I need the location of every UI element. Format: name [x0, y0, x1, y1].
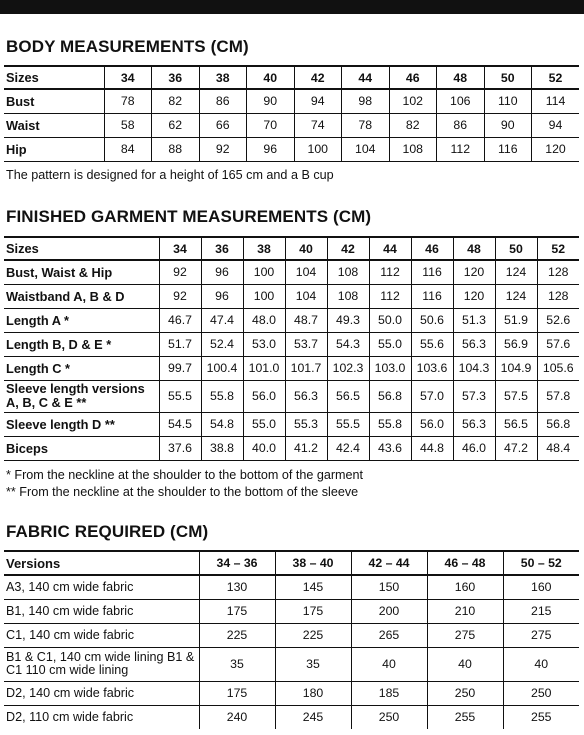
table-cell: 55.0: [369, 332, 411, 356]
header-cell: 44: [342, 66, 390, 89]
header-cell: 46: [389, 66, 437, 89]
table-cell: 49.3: [327, 308, 369, 332]
table-cell: 96: [201, 284, 243, 308]
table-cell: 52.4: [201, 332, 243, 356]
row-label: Length C *: [4, 356, 159, 380]
table-row: [4, 332, 579, 356]
table-cell: 41.2: [285, 436, 327, 460]
table-cell: 160: [530, 580, 552, 595]
table-cell: 46.7: [159, 308, 201, 332]
table-cell: 86: [199, 89, 247, 113]
top-bar: [0, 0, 584, 14]
table-cell: 124: [495, 260, 537, 284]
table-cell: 255: [530, 710, 552, 725]
table-cell: 92: [199, 137, 247, 161]
table-header-row: [4, 66, 579, 89]
table-cell: 48.0: [243, 308, 285, 332]
header-cell: 48: [437, 66, 485, 89]
table-cell: 54.3: [327, 332, 369, 356]
table-cell: 56.8: [546, 417, 571, 431]
table-cell: 98: [342, 89, 390, 113]
table-cell: 120: [545, 142, 566, 156]
table-cell: 175: [199, 681, 275, 705]
table-cell: 40: [427, 647, 503, 681]
table-cell: 104: [342, 137, 390, 161]
pattern-height-note: The pattern is designed for a height of 165 cm and a B cup: [6, 168, 334, 182]
header-cell: 38 – 40: [275, 551, 351, 575]
header-cell: 36: [201, 237, 243, 260]
header-cell: Versions: [4, 551, 199, 575]
table-cell: 46.0: [453, 436, 495, 460]
header-cell: 40: [247, 66, 295, 89]
header-cell: 50 – 52: [520, 556, 562, 570]
table-cell: 128: [547, 289, 569, 303]
table-cell: 116: [484, 137, 532, 161]
table-row: [4, 308, 579, 332]
row-label: Waistband A, B & D: [4, 284, 159, 308]
header-cell: 50: [495, 237, 537, 260]
table-cell: 185: [351, 681, 427, 705]
table-cell: 100: [294, 137, 342, 161]
table-cell: 175: [275, 599, 351, 623]
table-cell: 92: [159, 260, 201, 284]
table-cell: 103.0: [369, 356, 411, 380]
table-cell: 102.3: [327, 356, 369, 380]
table-cell: 88: [152, 137, 200, 161]
table-cell: 50.0: [369, 308, 411, 332]
table-cell: 124: [495, 284, 537, 308]
table-cell: 48.7: [285, 308, 327, 332]
table-cell: 120: [453, 284, 495, 308]
table-cell: 104.9: [495, 356, 537, 380]
table-cell: 101.0: [243, 356, 285, 380]
table-cell: 55.3: [285, 412, 327, 436]
table-cell: 250: [530, 686, 552, 700]
table-cell: 53.7: [285, 332, 327, 356]
table-cell: 70: [247, 113, 295, 137]
header-cell: 40: [285, 237, 327, 260]
table-cell: 225: [199, 623, 275, 647]
row-label: Length B, D & E *: [4, 332, 159, 356]
table-row: [4, 681, 579, 705]
row-label: Sleeve length D **: [4, 412, 159, 436]
garment-measurements-title: FINISHED GARMENT MEASUREMENTS (CM): [6, 207, 372, 226]
table-row: [4, 412, 579, 436]
table-cell: 94: [548, 118, 563, 132]
table-cell: 51.3: [453, 308, 495, 332]
fabric-required-title: FABRIC REQUIRED (CM): [6, 522, 209, 541]
table-cell: 106: [437, 89, 485, 113]
table-cell: 56.0: [411, 412, 453, 436]
table-cell: 100: [243, 284, 285, 308]
table-row: [4, 623, 579, 647]
table-cell: 57.6: [546, 337, 571, 351]
table-cell: 112: [369, 260, 411, 284]
table-row: [4, 705, 579, 729]
header-cell: 50: [484, 66, 532, 89]
table-cell: 56.8: [369, 380, 411, 412]
table-cell: 101.7: [285, 356, 327, 380]
table-cell: 210: [427, 599, 503, 623]
table-cell: 102: [389, 89, 437, 113]
table-cell: 114: [545, 94, 566, 109]
table-cell: 250: [427, 681, 503, 705]
table-cell: 145: [275, 575, 351, 599]
row-label: D2, 140 cm wide fabric: [4, 681, 199, 705]
table-cell: 47.4: [201, 308, 243, 332]
table-cell: 62: [152, 113, 200, 137]
table-cell: 180: [275, 681, 351, 705]
table-row: [4, 113, 579, 137]
header-cell: 38: [199, 66, 247, 89]
row-label: Sleeve length versions A, B, C & E **: [4, 380, 159, 412]
header-cell: 42: [327, 237, 369, 260]
table-row: [4, 575, 579, 599]
header-cell: 34: [104, 66, 152, 89]
row-label: Length A *: [4, 308, 159, 332]
table-cell: 54.8: [201, 412, 243, 436]
table-cell: 55.6: [411, 332, 453, 356]
table-cell: 120: [453, 260, 495, 284]
table-cell: 58: [104, 113, 152, 137]
table-cell: 44.8: [411, 436, 453, 460]
table-cell: 38.8: [201, 436, 243, 460]
table-cell: 50.6: [411, 308, 453, 332]
table-cell: 42.4: [327, 436, 369, 460]
table-cell: 104.3: [453, 356, 495, 380]
header-cell: 46: [411, 237, 453, 260]
header-cell: Sizes: [4, 237, 159, 260]
table-cell: 175: [199, 599, 275, 623]
table-row: [4, 380, 579, 412]
header-cell: Sizes: [4, 66, 104, 89]
table-cell: 112: [369, 284, 411, 308]
row-label: B1, 140 cm wide fabric: [4, 599, 199, 623]
table-cell: 55.5: [327, 412, 369, 436]
footnote-garment-length: * From the neckline at the shoulder to the bottom of the garment: [6, 468, 364, 482]
row-label: Biceps: [4, 436, 159, 460]
table-cell: 108: [327, 260, 369, 284]
table-cell: 265: [351, 623, 427, 647]
table-cell: 110: [484, 89, 532, 113]
table-cell: 240: [199, 705, 275, 729]
table-cell: 90: [484, 113, 532, 137]
table-cell: 275: [427, 623, 503, 647]
table-cell: 215: [530, 604, 552, 618]
table-cell: 56.3: [453, 412, 495, 436]
table-cell: 40.0: [243, 436, 285, 460]
table-cell: 108: [327, 284, 369, 308]
row-label: C1, 140 cm wide fabric: [4, 623, 199, 647]
header-cell: 34 – 36: [199, 551, 275, 575]
table-cell: 90: [247, 89, 295, 113]
table-cell: 78: [104, 89, 152, 113]
table-row: [4, 137, 579, 161]
table-cell: 56.9: [495, 332, 537, 356]
table-cell: 56.0: [243, 380, 285, 412]
table-cell: 225: [275, 623, 351, 647]
table-cell: 82: [152, 89, 200, 113]
table-cell: 100: [243, 260, 285, 284]
table-cell: 255: [427, 705, 503, 729]
table-cell: 51.7: [159, 332, 201, 356]
row-label: Bust, Waist & Hip: [4, 260, 159, 284]
table-cell: 51.9: [495, 308, 537, 332]
table-header-row: [4, 551, 579, 575]
table-cell: 40: [351, 647, 427, 681]
body-measurements-title: BODY MEASUREMENTS (CM): [6, 37, 249, 56]
table-cell: 57.3: [453, 380, 495, 412]
header-cell: 52: [551, 241, 566, 256]
table-cell: 40: [534, 657, 549, 671]
table-cell: 96: [247, 137, 295, 161]
table-cell: 35: [275, 647, 351, 681]
table-cell: 130: [199, 575, 275, 599]
table-cell: 86: [437, 113, 485, 137]
table-row: [4, 284, 579, 308]
table-cell: 160: [427, 575, 503, 599]
footnote-sleeve-length: ** From the neckline at the shoulder to the bottom of the sleeve: [6, 485, 359, 499]
header-cell: 44: [369, 237, 411, 260]
table-cell: 108: [389, 137, 437, 161]
table-row: [4, 647, 579, 681]
table-cell: 66: [199, 113, 247, 137]
table-cell: 250: [351, 705, 427, 729]
table-cell: 57.5: [495, 380, 537, 412]
table-cell: 99.7: [159, 356, 201, 380]
header-cell: 42: [294, 66, 342, 89]
table-row: [4, 436, 579, 460]
table-cell: 92: [159, 284, 201, 308]
row-label: Hip: [4, 137, 104, 161]
row-label: A3, 140 cm wide fabric: [4, 575, 199, 599]
table-row: [4, 89, 579, 113]
table-row: [4, 260, 579, 284]
table-cell: 245: [275, 705, 351, 729]
table-header-row: [4, 237, 579, 260]
body-measurements-table: [4, 65, 579, 162]
table-cell: 47.2: [495, 436, 537, 460]
table-cell: 112: [437, 137, 485, 161]
table-cell: 84: [104, 137, 152, 161]
row-label: Waist: [4, 113, 104, 137]
table-cell: 55.5: [159, 380, 201, 412]
header-cell: 52: [548, 70, 563, 85]
row-label: B1 & C1, 140 cm wide lining B1 & C1 110 cm wide lining: [4, 647, 199, 681]
table-cell: 94: [294, 89, 342, 113]
header-cell: 48: [453, 237, 495, 260]
table-cell: 43.6: [369, 436, 411, 460]
table-cell: 54.5: [159, 412, 201, 436]
table-cell: 56.5: [327, 380, 369, 412]
row-label: D2, 110 cm wide fabric: [4, 705, 199, 729]
table-cell: 105.6: [542, 361, 574, 375]
table-cell: 74: [294, 113, 342, 137]
header-cell: 34: [159, 237, 201, 260]
table-cell: 53.0: [243, 332, 285, 356]
table-cell: 100.4: [201, 356, 243, 380]
table-cell: 37.6: [159, 436, 201, 460]
table-cell: 55.8: [201, 380, 243, 412]
header-cell: 36: [152, 66, 200, 89]
row-label: Bust: [4, 89, 104, 113]
table-row: [4, 356, 579, 380]
table-cell: 104: [285, 284, 327, 308]
table-cell: 116: [411, 284, 453, 308]
table-cell: 82: [389, 113, 437, 137]
header-cell: 42 – 44: [351, 551, 427, 575]
table-cell: 200: [351, 599, 427, 623]
table-cell: 48.4: [546, 441, 571, 455]
table-cell: 96: [201, 260, 243, 284]
table-cell: 78: [342, 113, 390, 137]
header-cell: 46 – 48: [427, 551, 503, 575]
table-cell: 56.3: [453, 332, 495, 356]
table-cell: 104: [285, 260, 327, 284]
table-cell: 55.8: [369, 412, 411, 436]
table-cell: 116: [411, 260, 453, 284]
table-row: [4, 599, 579, 623]
garment-measurements-table: [4, 236, 579, 461]
fabric-required-table: [4, 550, 579, 729]
table-cell: 52.6: [546, 313, 571, 327]
table-cell: 56.3: [285, 380, 327, 412]
table-cell: 57.0: [411, 380, 453, 412]
table-cell: 150: [351, 575, 427, 599]
table-cell: 103.6: [411, 356, 453, 380]
table-cell: 35: [199, 647, 275, 681]
table-cell: 55.0: [243, 412, 285, 436]
header-cell: 38: [243, 237, 285, 260]
table-cell: 275: [530, 628, 552, 642]
table-cell: 56.5: [495, 412, 537, 436]
table-cell: 57.8: [546, 389, 571, 403]
table-cell: 128: [547, 265, 569, 280]
